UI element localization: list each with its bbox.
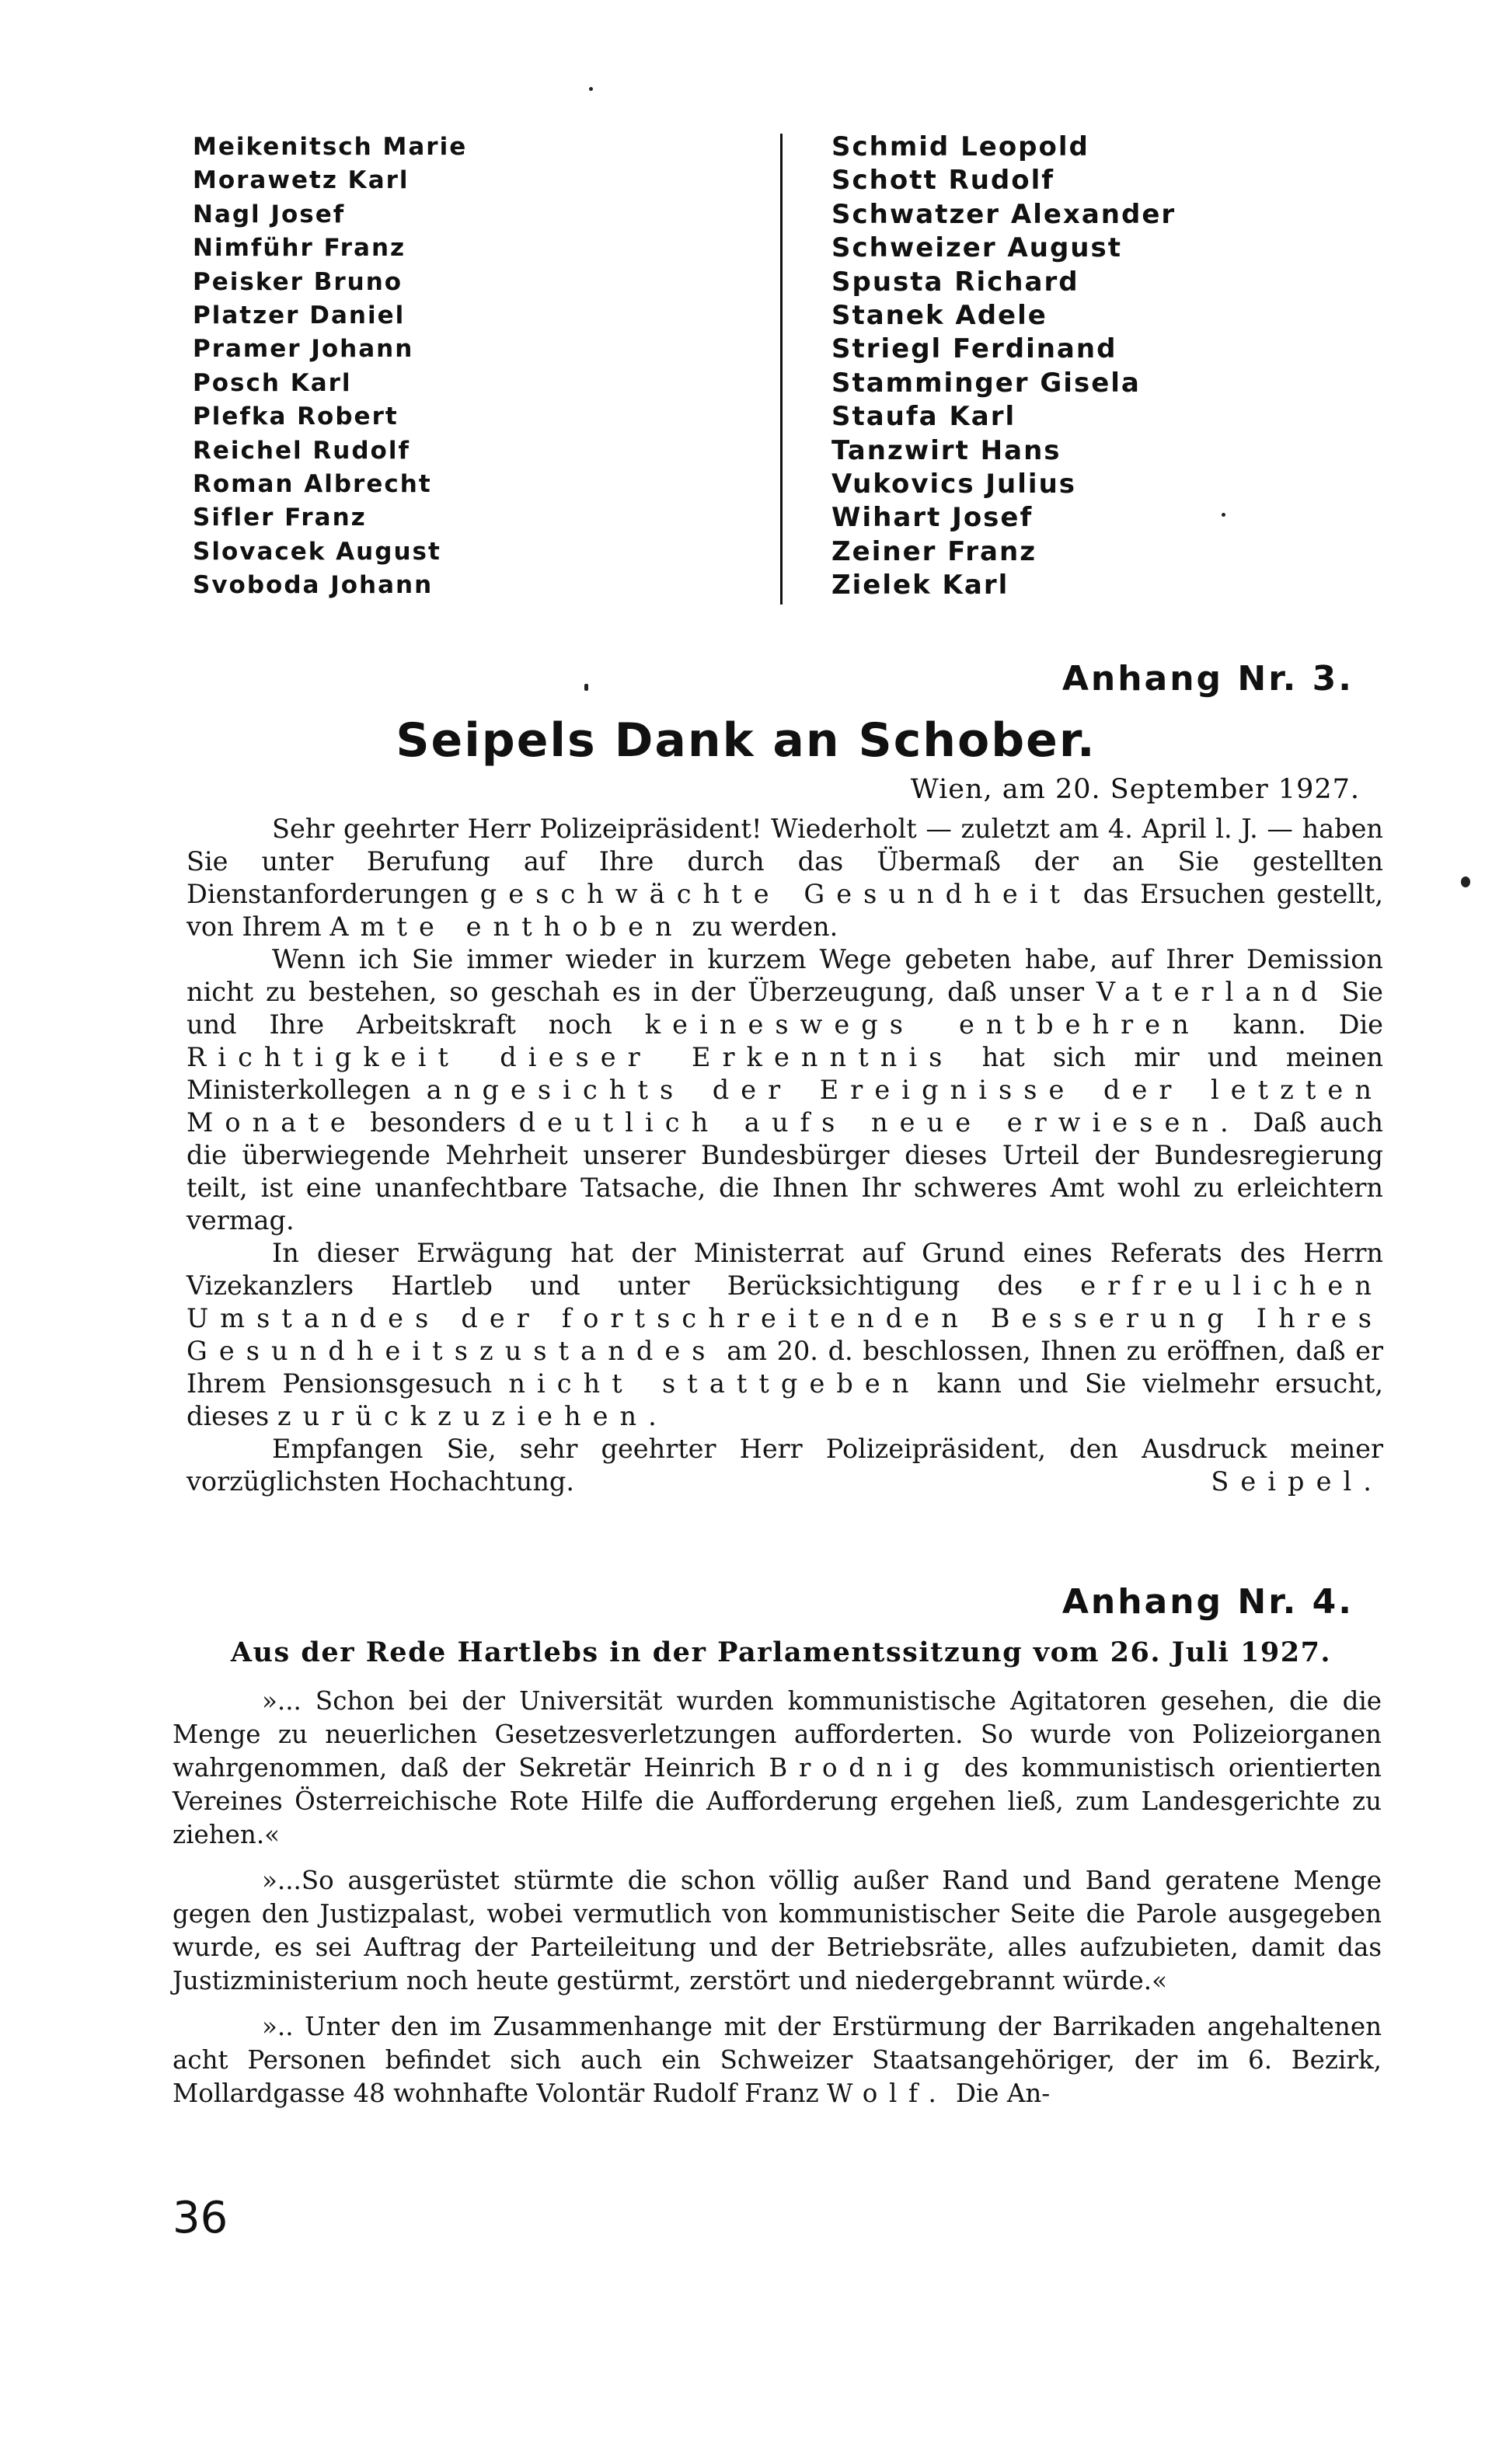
spaced-text: Vaterland <box>1096 977 1330 1007</box>
list-item: Schmid Leopold <box>831 131 1089 162</box>
spaced-text: Richtigkeit dieser Erkenntnis <box>186 1042 954 1072</box>
letter-paragraph-2 <box>186 943 1383 1237</box>
letter-paragraph-1 <box>186 813 1383 943</box>
letter-paragraph-4 <box>186 1433 1383 1498</box>
list-item: Schweizer August <box>831 232 1122 264</box>
letter-paragraph-3 <box>186 1237 1383 1433</box>
names-list-right <box>831 131 1176 603</box>
list-item: Spusta Richard <box>831 266 1079 298</box>
list-item: Schwatzer Alexander <box>831 198 1177 230</box>
list-item: Striegl Ferdinand <box>831 333 1117 365</box>
print-speck <box>1461 877 1470 887</box>
appendix-4-subtitle: Aus der Rede Hartlebs in der Parlamentssitzung vom 26. Juli 1927. <box>230 1636 1332 1668</box>
list-item: Schott Rudolf <box>831 165 1055 197</box>
list-item: Slovacek August <box>193 537 441 566</box>
list-item: Stanek Adele <box>831 300 1048 332</box>
text-run: »... Schon bei der Universität wurden kommunistische Agitatoren gesehen, die die Menge zu neuerlichen Gesetzesverletzungen aufforderten. So wurde von Polizeiorganen wahrgenommen, daß der Sekretär Heinrich <box>173 1686 1382 1783</box>
page-number: 36 <box>173 2193 228 2243</box>
list-item: Pramer Johann <box>193 335 414 364</box>
list-item: Tanzwirt Hans <box>831 434 1061 466</box>
spaced-text: angesichts der Ereignisse der letzten Monate <box>186 1075 1383 1138</box>
list-item: Plefka Robert <box>193 403 399 431</box>
list-item: Morawetz Karl <box>193 166 410 195</box>
list-item: Meikenitsch Marie <box>193 133 468 161</box>
list-item: Zielek Karl <box>831 570 1009 601</box>
speech-paragraph-2: »...So ausgerüstet stürmte die schon völlig außer Rand und Band geratene Menge gegen den Justizpalast, wobei vermutlich von kommunistischer Seite die Parole ausgegeben wurde, es sei Auftrag der Parteileitung und der Betriebsräte, alles aufzubieten, damit das Justizministerium noch heute gestürmt, zerstört und niedergebrannt würde.« <box>173 1866 1382 1995</box>
text-run: In dieser Erwägung hat der Ministerrat auf Grund eines Referats des Herrn Vizekanzlers Hartleb und unter Berücksichtigung des <box>186 1238 1383 1301</box>
text-run: Wenn ich Sie immer wieder in kurzem Wege gebeten habe, auf Ihrer Demission nicht zu bestehen, so geschah es in der Überzeugung, daß unser <box>186 944 1383 1007</box>
text-run: Sie und Ihre Arbeitskraft noch <box>186 977 1383 1040</box>
text-run: hat sich mir und meinen Ministerkollegen <box>186 1042 1383 1105</box>
spaced-text: geschwächte Gesundheit <box>479 879 1072 909</box>
list-item: Roman Albrecht <box>193 470 432 499</box>
print-speck <box>1222 513 1225 517</box>
text-run: zu werden. <box>692 911 838 942</box>
spaced-text: zurückzuziehen. <box>277 1401 668 1431</box>
list-item: Wihart Josef <box>831 502 1034 534</box>
appendix-3-label: Anhang Nr. 3. <box>1061 659 1354 699</box>
text-run: des kommunistisch orientierten Vereines Österreichische Rote Hilfe die Aufforderung ergehen ließ, zum Landesgerichte zu ziehen.« <box>173 1753 1382 1849</box>
text-run: Empfangen Sie, sehr geehrter Herr Polizeipräsident, den Ausdruck meiner vorzüglichsten Hochachtung. <box>186 1434 1383 1497</box>
speech-excerpt <box>173 1685 1382 2123</box>
print-speck <box>589 87 593 91</box>
list-item: Platzer Daniel <box>193 301 406 330</box>
text-run: kann. Die <box>1232 1009 1383 1040</box>
spaced-text: Brodnig <box>769 1753 951 1783</box>
list-item: Sifler Franz <box>193 504 367 532</box>
list-item: Vukovics Julius <box>831 469 1077 500</box>
text-run: Die An- <box>955 2079 1051 2108</box>
list-item: Nimführ Franz <box>193 234 406 263</box>
list-item: Nagl Josef <box>193 200 346 228</box>
text-run: Sehr geehrter Herr Polizeipräsident! Wiederholt — zuletzt am 4. April l. J. — haben Sie unter Berufung auf Ihre durch das Übermaß der an Sie gestellten Dienstanforderungen <box>186 814 1383 909</box>
list-item: Reichel Rudolf <box>193 436 410 465</box>
list-item: Svoboda Johann <box>193 571 434 600</box>
appendix-3-title: Seipels Dank an Schober. <box>396 713 1096 768</box>
text-run: das Ersuchen gestellt, von Ihrem <box>186 879 1384 942</box>
letter-dateline: Wien, am 20. September 1927. <box>910 774 1360 805</box>
print-speck <box>584 684 588 691</box>
speech-paragraph-3 <box>173 2010 1382 2110</box>
text-run: Daß auch die überwiegende Mehrheit unserer Bundesbürger dieses Urteil der Bundesregierung teilt, ist eine unanfechtbare Tatsache, die Ihnen Ihr schweres Amt wohl zu erleichtern vermag. <box>186 1107 1383 1235</box>
spaced-text: Wolf. <box>826 2079 948 2108</box>
appendix-4-label: Anhang Nr. 4. <box>1061 1582 1354 1622</box>
text-run: besonders <box>370 1107 507 1138</box>
signature: Seipel. <box>1211 1466 1383 1497</box>
list-item: Staufa Karl <box>831 401 1016 433</box>
list-item: Stamminger Gisela <box>831 367 1141 399</box>
spaced-text: nicht stattgeben <box>508 1368 921 1399</box>
list-item: Zeiner Franz <box>831 535 1037 567</box>
list-item: Peisker Bruno <box>193 267 403 296</box>
speech-paragraph-1 <box>173 1685 1382 1852</box>
text-run: am 20. d. beschlossen, Ihnen zu eröffnen, daß er Ihrem Pensionsgesuch <box>186 1336 1383 1399</box>
spaced-text: keineswegs entbehren <box>644 1009 1201 1040</box>
spaced-text: Amte enthoben <box>329 911 684 942</box>
text-run: kann und Sie vielmehr ersucht, dieses <box>186 1368 1384 1431</box>
spaced-text: deutlich aufs neue erwiesen. <box>518 1107 1240 1138</box>
spaced-text: erfreulichen Umstandes der fortschreitenden Besserung Ihres Gesundheitszustandes <box>186 1270 1383 1366</box>
letter-body <box>186 813 1383 1498</box>
column-divider <box>780 134 783 605</box>
list-item: Posch Karl <box>193 368 352 397</box>
names-list-left <box>193 131 467 603</box>
text-run: ».. Unter den im Zusammenhange mit der Erstürmung der Barrikaden angehaltenen acht Personen befindet sich auch ein Schweizer Staatsangehöriger, der im 6. Bezirk, Mollardgasse 48 wohnhafte Volontär Rudolf Franz <box>173 2012 1382 2108</box>
